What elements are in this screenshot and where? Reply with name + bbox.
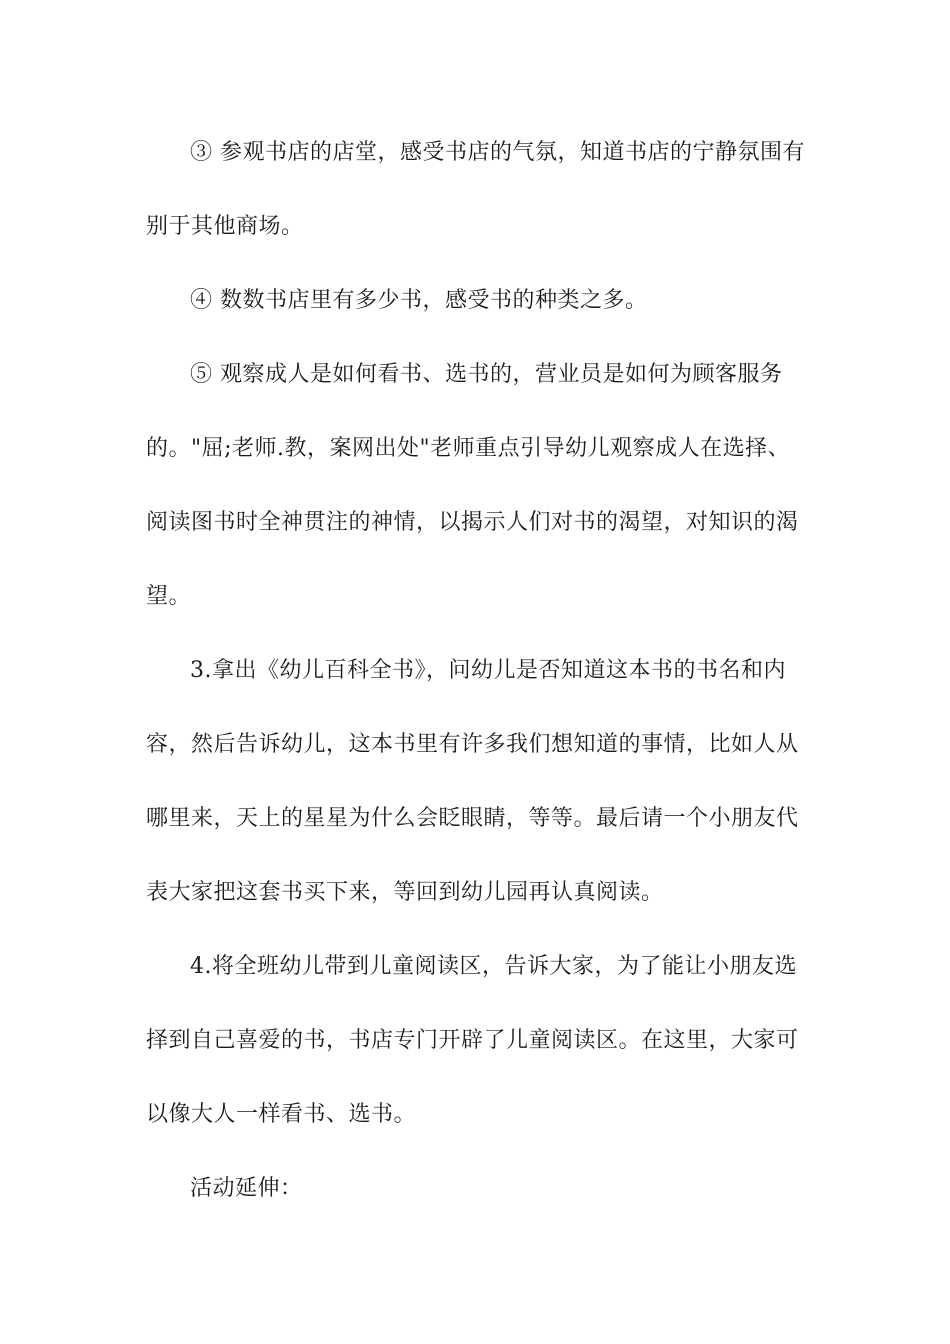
text-line: 哪里来，天上的星星为什么会眨眼睛，等等。最后请一个小朋友代: [146, 806, 799, 831]
text-line: 3.拿出《幼儿百科全书》，问幼儿是否知道这本书的书名和内: [190, 658, 786, 683]
text-line: 表大家把这套书买下来，等回到幼儿园再认真阅读。: [146, 880, 664, 905]
text-line: ⑤ 观察成人是如何看书、选书的，营业员是如何为顾客服务: [190, 362, 783, 387]
text-line: ③ 参观书店的店堂，感受书店的气氛，知道书店的宁静氛围有: [190, 140, 805, 165]
text-line: 4.将全班幼儿带到儿童阅读区，告诉大家，为了能让小朋友选: [190, 954, 797, 979]
text-line: 以像大人一样看书、选书。: [146, 1102, 417, 1127]
text-line: ④ 数数书店里有多少书，感受书的种类之多。: [190, 288, 648, 313]
text-line: 别于其他商场。: [146, 214, 304, 239]
text-line: 望。: [146, 584, 192, 609]
text-line: 择到自己喜爱的书，书店专门开辟了儿童阅读区。在这里，大家可: [146, 1028, 799, 1053]
text-line: 阅读图书时全神贯注的神情，以揭示人们对书的渴望，对知识的渴: [146, 510, 799, 535]
text-line: 容，然后告诉幼儿，这本书里有许多我们想知道的事情，比如人从: [146, 732, 799, 757]
text-line: 的。"屈;老师.教，案网出处"老师重点引导幼儿观察成人在选择、: [146, 436, 791, 461]
section-heading: 活动延伸：: [190, 1176, 303, 1201]
